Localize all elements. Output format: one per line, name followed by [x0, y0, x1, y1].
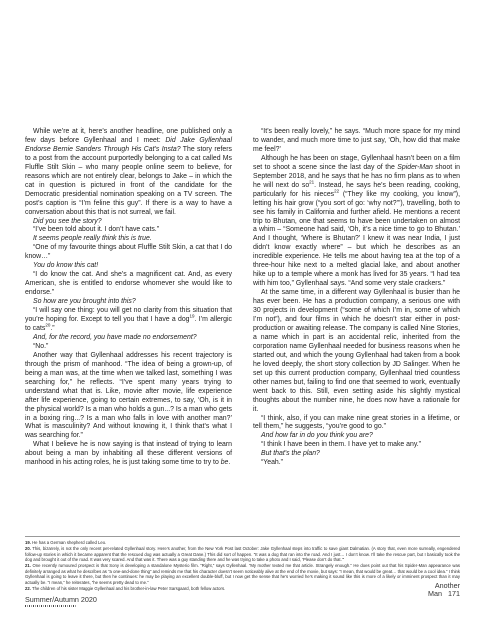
question: It seems people really think this is true.: [33, 235, 152, 243]
folio: [428, 582, 460, 599]
footnote-ref: 20: [45, 322, 51, 328]
barcode-mark: [25, 605, 77, 607]
footnote: 19. He has a German shepherd called Leo.: [25, 540, 107, 545]
footnote-ref: 19: [189, 313, 195, 319]
paragraph: “No.”: [33, 342, 49, 350]
paragraph: “I think I have been in them. I have yet to make any.”: [261, 441, 421, 449]
question: Did you see the story?: [33, 217, 102, 225]
paragraph: While we’re at it, here’s another headline, one published only a few days before Gyllenhaal and I meet: Did Jake Gyllenhaal Endorse Bernie Sanders Through His Cat’s Insta? The story refers to a post from the account purportedly belonging to a cat called Ms Fluffle Stilt Skin – who many people online seem to believe, for reasons which are not entirely clear, belongs to Jake – in which the cat in question is pictured in front of the candidate for the Democratic presidential nomination speaking on a TV screen. The post’s caption is “I’m feline this guy”. If there is a way to have a conversation about this that is not surreal, we fail.: [25, 128, 232, 216]
magazine-name-line1: Another: [434, 581, 460, 590]
paragraph: “I think, also, if you can make nine great stories in a lifetime, or tell them,” he suggests, “you’re good to go.”: [253, 414, 460, 431]
paragraph: “It’s been really lovely,” he says. “Much more space for my mind to wander, and much more time to just say, ‘Oh, how did that make me feel?’: [253, 128, 460, 153]
footnote-ref: 21: [309, 179, 315, 185]
paragraph: What I believe he is now saying is that instead of trying to learn about being a man by inhabiting all these different versions of manhood in his acting roles, he is just taking some time to try to be.: [25, 441, 232, 467]
paragraph: At the same time, in a different way Gyllenhaal is busier than he has ever been. He has a production company, a serious one with 30 projects in development (“some of which I’m in, some of which I’m not”), and four films in which he doesn’t star either in post-production or awaiting release. The company is called Nine Stories, a name which in part is an accidental relic, inherited from the corporation name Gyllenhaal needed for business reasons when he started out, and which the young Gyllenhaal had taken from a book he loved deeply, the short story collection by JD Salinger. When he set up this current production company, Gyllenhaal tried countless other names but, failing to find one that seemed to work, eventually went back to this. Still, even setting aside his slightly mystical thoughts about the number nine, he does now have a rationale for it.: [253, 289, 460, 413]
footnote: 22. The children of his sister Maggie Gyllenhaal and his brother-in-law Peter Sarsgaard, both fellow actors.: [25, 585, 226, 591]
page-number: 171: [448, 589, 460, 599]
paragraph: “I’ve been told about it. I don’t have cats.”: [33, 226, 160, 234]
paragraph: Another way that Gyllenhaal addresses his recent trajectory is through the prism of manhood. “The idea of being a grown-up, of being a man was, at the time when we talked last, something I was searching for,” he reflects. “I’ve spent many years trying to understand what that is. Like, movie after movie, life experience after life experience, going to certain extremes, to say, ‘Oh, is it in the physical world? Is a man who holds a gun...? Is a man who gets in a boxing ring...? Is a man who falls in love with another man?’ What is masculinity? And without knowing it, I think that’s what I was searching for.”: [25, 351, 232, 440]
footnote: 21. One recently rumoured prospect is that Sony is developing a standalone Mysterio film. “Right,” says Gyllenhaal. “My mother texted me that article. Strangely enough.” He does point out that his Spider-Man appearance was definitely arranged as what he describes as “a one-and-done thing” and reminds me that his character doesn’t seem noticeably alive at the end of the movie, but says: “I mean, that would be great… that would be a cool idea.” I think Gyllenhaal is going to leave it there, but then he continues: he may be playing an excellent double-bluff, but I now get the sense that he’s worried he’s making it sound like this is more of a likely or imminent prospect than it may actually be. “I mean,” he reiterates, “he seems pretty dead to me.”: [25, 563, 460, 585]
question: And, for the record, you have made no endorsement?: [33, 333, 197, 341]
footnote-divider: [25, 536, 460, 537]
paragraph: “Yeah.”: [261, 459, 283, 467]
paragraph: Although he has been on stage, Gyllenhaal hasn’t been on a film set to shoot a scene since the last day of the Spider-Man shoot in September 2018, and he says that he has no firm plans as to when he will next do $so^{21}$. Instead, he says he’s been reading, cooking, particularly for his nieces$^{22}$ (“They like my cooking, you know”), letting his hair grow (“you sort of go: ‘why not?’”), travelling, both to see his family in California and further afield. He mentions a recent trip to Bhutan, one that seems to have been undertaken on almost a whim – “Someone had said, ‘Oh, it’s a nice time to go to Bhutan.’ And I thought, ‘Where is Bhutan?’ I knew it was near India, I just didn’t know exactly where” – but which he describes as an incredible experience. He tells me about having tea at the top of a three-hour hike next to a melted glacial lake, and about another hike up to a temple where a monk has lived for 35 years. “I had tea with him too,” Gyllenhaal says. “And some very stale crackers.”: [253, 154, 461, 288]
paragraph: “I will say one thing: you will get no clarity from this situation that you’re hoping for. Except to tell you that I have a dog$^{19}$. I’m allergic to cats$^{20}$.”: [25, 307, 232, 332]
question: But that’s the plan?: [261, 450, 320, 458]
paragraph: “I do know the cat. And she’s a magnificent cat. And, as every American, she is entitled to endorse whomever she would like to endorse.”: [25, 271, 232, 297]
question: So how are you brought into this?: [33, 298, 136, 306]
right-column: [253, 128, 460, 468]
issue-date: Summer/Autumn 2020: [25, 595, 97, 604]
footnote-ref: 22: [334, 188, 340, 194]
magazine-name-line2: Man: [428, 589, 442, 599]
paragraph: “One of my favourite things about Fluffle Stilt Skin, a cat that I do know…”: [25, 244, 232, 261]
question: You do know this cat!: [33, 262, 99, 270]
question: And how far in do you think you are?: [261, 432, 373, 440]
footnote: 20. This, bizarrely, is not the only recent pet-related Gyllenhaal story. Here’s another, from the New York Post last October: Jake Gyllenhaal steps into traffic to save giant Dalmatian. (A story that, even more surreally, engendered follow-up stories in which it became apparent that the rescued dog was actually a Great Dane.) This did sort of happen. “It was a dog that ran into the road. And I just… I don’t know. I’ll take the rescue part, but I basically took the dog and brought it out of the road. It was very scared. And that was it. There was a guy standing there and he was trying to take a photo and I said, ‘Please don’t do that.’”: [25, 545, 460, 563]
left-column: [25, 128, 232, 468]
footnotes: [25, 540, 460, 592]
